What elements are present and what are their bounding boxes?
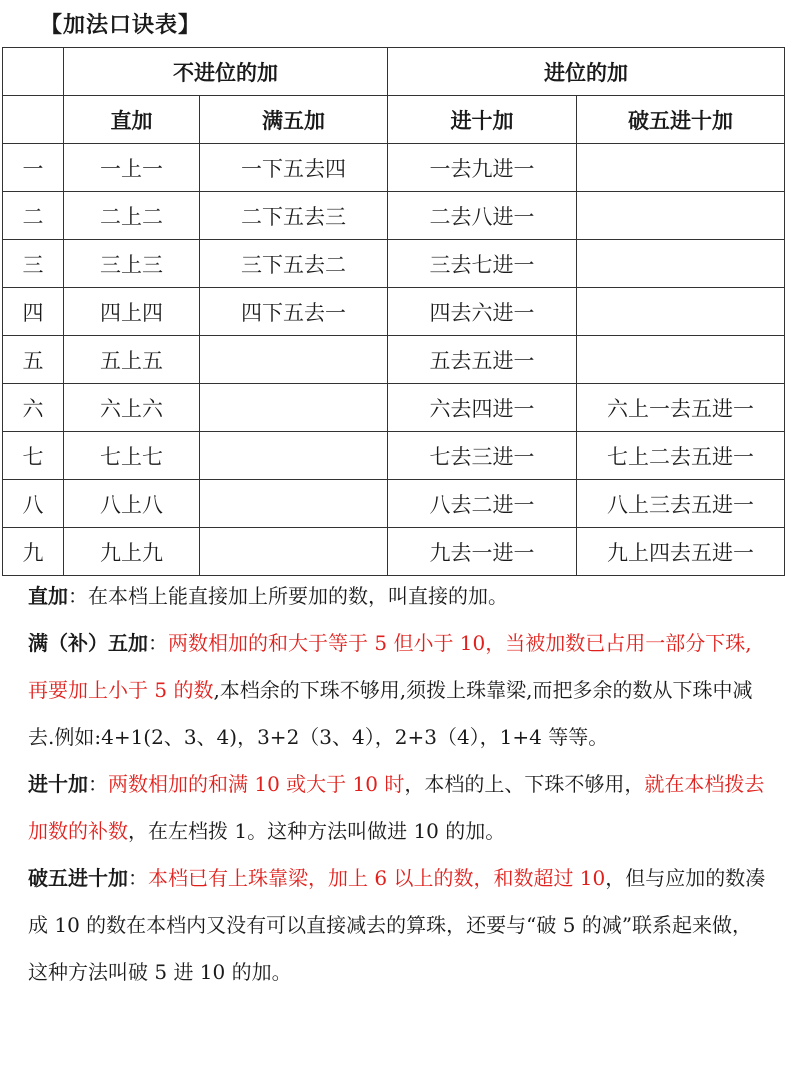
corner-cell: [3, 48, 64, 96]
row-number: 九: [3, 528, 64, 576]
note-highlight: 两数相加的和大于等于 5 但小于 10，当被加数已占用一部分下珠,再要加上小于 5 的数: [28, 631, 752, 702]
cell-carry-ten: 三去七进一: [388, 240, 577, 288]
cell-direct: 三上三: [64, 240, 200, 288]
cell-carry-ten: 六去四进一: [388, 384, 577, 432]
cell-direct: 二上二: [64, 192, 200, 240]
table-row: [3, 288, 785, 336]
row-number: 六: [3, 384, 64, 432]
note-colon: ：: [68, 584, 88, 608]
term-full-five: 满（补）五加: [28, 631, 148, 655]
cell-break-five: 七上二去五进一: [577, 432, 785, 480]
header-full-five: 满五加: [200, 96, 388, 144]
note-colon: ：: [128, 866, 148, 890]
term-carry-ten: 进十加: [28, 772, 88, 796]
note-direct: [28, 573, 768, 620]
cell-full-five: [200, 336, 388, 384]
cell-full-five: [200, 480, 388, 528]
cell-carry-ten: 五去五进一: [388, 336, 577, 384]
row-number: 二: [3, 192, 64, 240]
cell-full-five: [200, 528, 388, 576]
cell-carry-ten: 四去六进一: [388, 288, 577, 336]
row-number: 四: [3, 288, 64, 336]
page-title: 【加法口诀表】: [40, 13, 202, 38]
cell-break-five: 六上一去五进一: [577, 384, 785, 432]
header-direct: 直加: [64, 96, 200, 144]
cell-full-five: 三下五去二: [200, 240, 388, 288]
row-number: 八: [3, 480, 64, 528]
cell-break-five: [577, 144, 785, 192]
note-text: ,本档余的下珠不够用,须拨上珠靠梁,而把多余的数从下珠中减去.例如:4+1(2、3、4)，3+2（3、4），2+3（4），1+4 等等。: [28, 678, 753, 749]
row-number: 五: [3, 336, 64, 384]
cell-break-five: 八上三去五进一: [577, 480, 785, 528]
header-carry-ten: 进十加: [388, 96, 577, 144]
row-number: 三: [3, 240, 64, 288]
note-text: ，在左档拨 1。这种方法叫做进 10 的加。: [128, 819, 506, 843]
note-highlight: 两数相加的和满 10 或大于 10 时: [108, 772, 405, 796]
cell-full-five: [200, 384, 388, 432]
table-row: [3, 336, 785, 384]
header-row-groups: [3, 48, 785, 96]
cell-direct: 九上九: [64, 528, 200, 576]
cell-carry-ten: 八去二进一: [388, 480, 577, 528]
table-row: [3, 240, 785, 288]
note-full-five: [28, 620, 768, 761]
row-number: 一: [3, 144, 64, 192]
term-direct: 直加: [28, 584, 68, 608]
cell-direct: 六上六: [64, 384, 200, 432]
cell-direct: 七上七: [64, 432, 200, 480]
header-no-carry: 不进位的加: [64, 48, 388, 96]
header-row-columns: [3, 96, 785, 144]
table-row: [3, 528, 785, 576]
table-row: [3, 192, 785, 240]
note-colon: ：: [88, 772, 108, 796]
note-carry-ten: [28, 761, 768, 855]
cell-full-five: 四下五去一: [200, 288, 388, 336]
table-row: [3, 480, 785, 528]
cell-break-five: [577, 336, 785, 384]
cell-break-five: [577, 240, 785, 288]
cell-carry-ten: 一去九进一: [388, 144, 577, 192]
cell-carry-ten: 九去一进一: [388, 528, 577, 576]
cell-full-five: [200, 432, 388, 480]
corner-cell: [3, 96, 64, 144]
note-text: ，但与应加的数凑成 10 的数在本档内又没有可以直接减去的算珠，还要与“破 5 的减”联系起来做，这种方法叫破 5 进 10 的加。: [28, 866, 766, 984]
cell-carry-ten: 七去三进一: [388, 432, 577, 480]
addition-table: [2, 47, 785, 576]
header-break-five: 破五进十加: [577, 96, 785, 144]
cell-full-five: 二下五去三: [200, 192, 388, 240]
cell-direct: 八上八: [64, 480, 200, 528]
explanation-notes: [28, 573, 768, 996]
cell-full-five: 一下五去四: [200, 144, 388, 192]
note-highlight: 本档已有上珠靠梁，加上 6 以上的数，和数超过 10: [148, 866, 606, 890]
cell-direct: 四上四: [64, 288, 200, 336]
table-row: [3, 432, 785, 480]
header-carry: 进位的加: [388, 48, 785, 96]
note-text: ，本档的上、下珠不够用，: [404, 772, 645, 796]
note-break-five: [28, 855, 768, 996]
table-row: [3, 384, 785, 432]
note-highlight: 就在本档拨去加数的补数: [28, 772, 765, 843]
term-break-five: 破五进十加: [28, 866, 128, 890]
cell-carry-ten: 二去八进一: [388, 192, 577, 240]
note-colon: ：: [148, 631, 168, 655]
cell-break-five: [577, 192, 785, 240]
cell-direct: 五上五: [64, 336, 200, 384]
cell-break-five: 九上四去五进一: [577, 528, 785, 576]
cell-direct: 一上一: [64, 144, 200, 192]
cell-break-five: [577, 288, 785, 336]
table-row: [3, 144, 785, 192]
row-number: 七: [3, 432, 64, 480]
note-text: 在本档上能直接加上所要加的数，叫直接的加。: [88, 584, 508, 608]
